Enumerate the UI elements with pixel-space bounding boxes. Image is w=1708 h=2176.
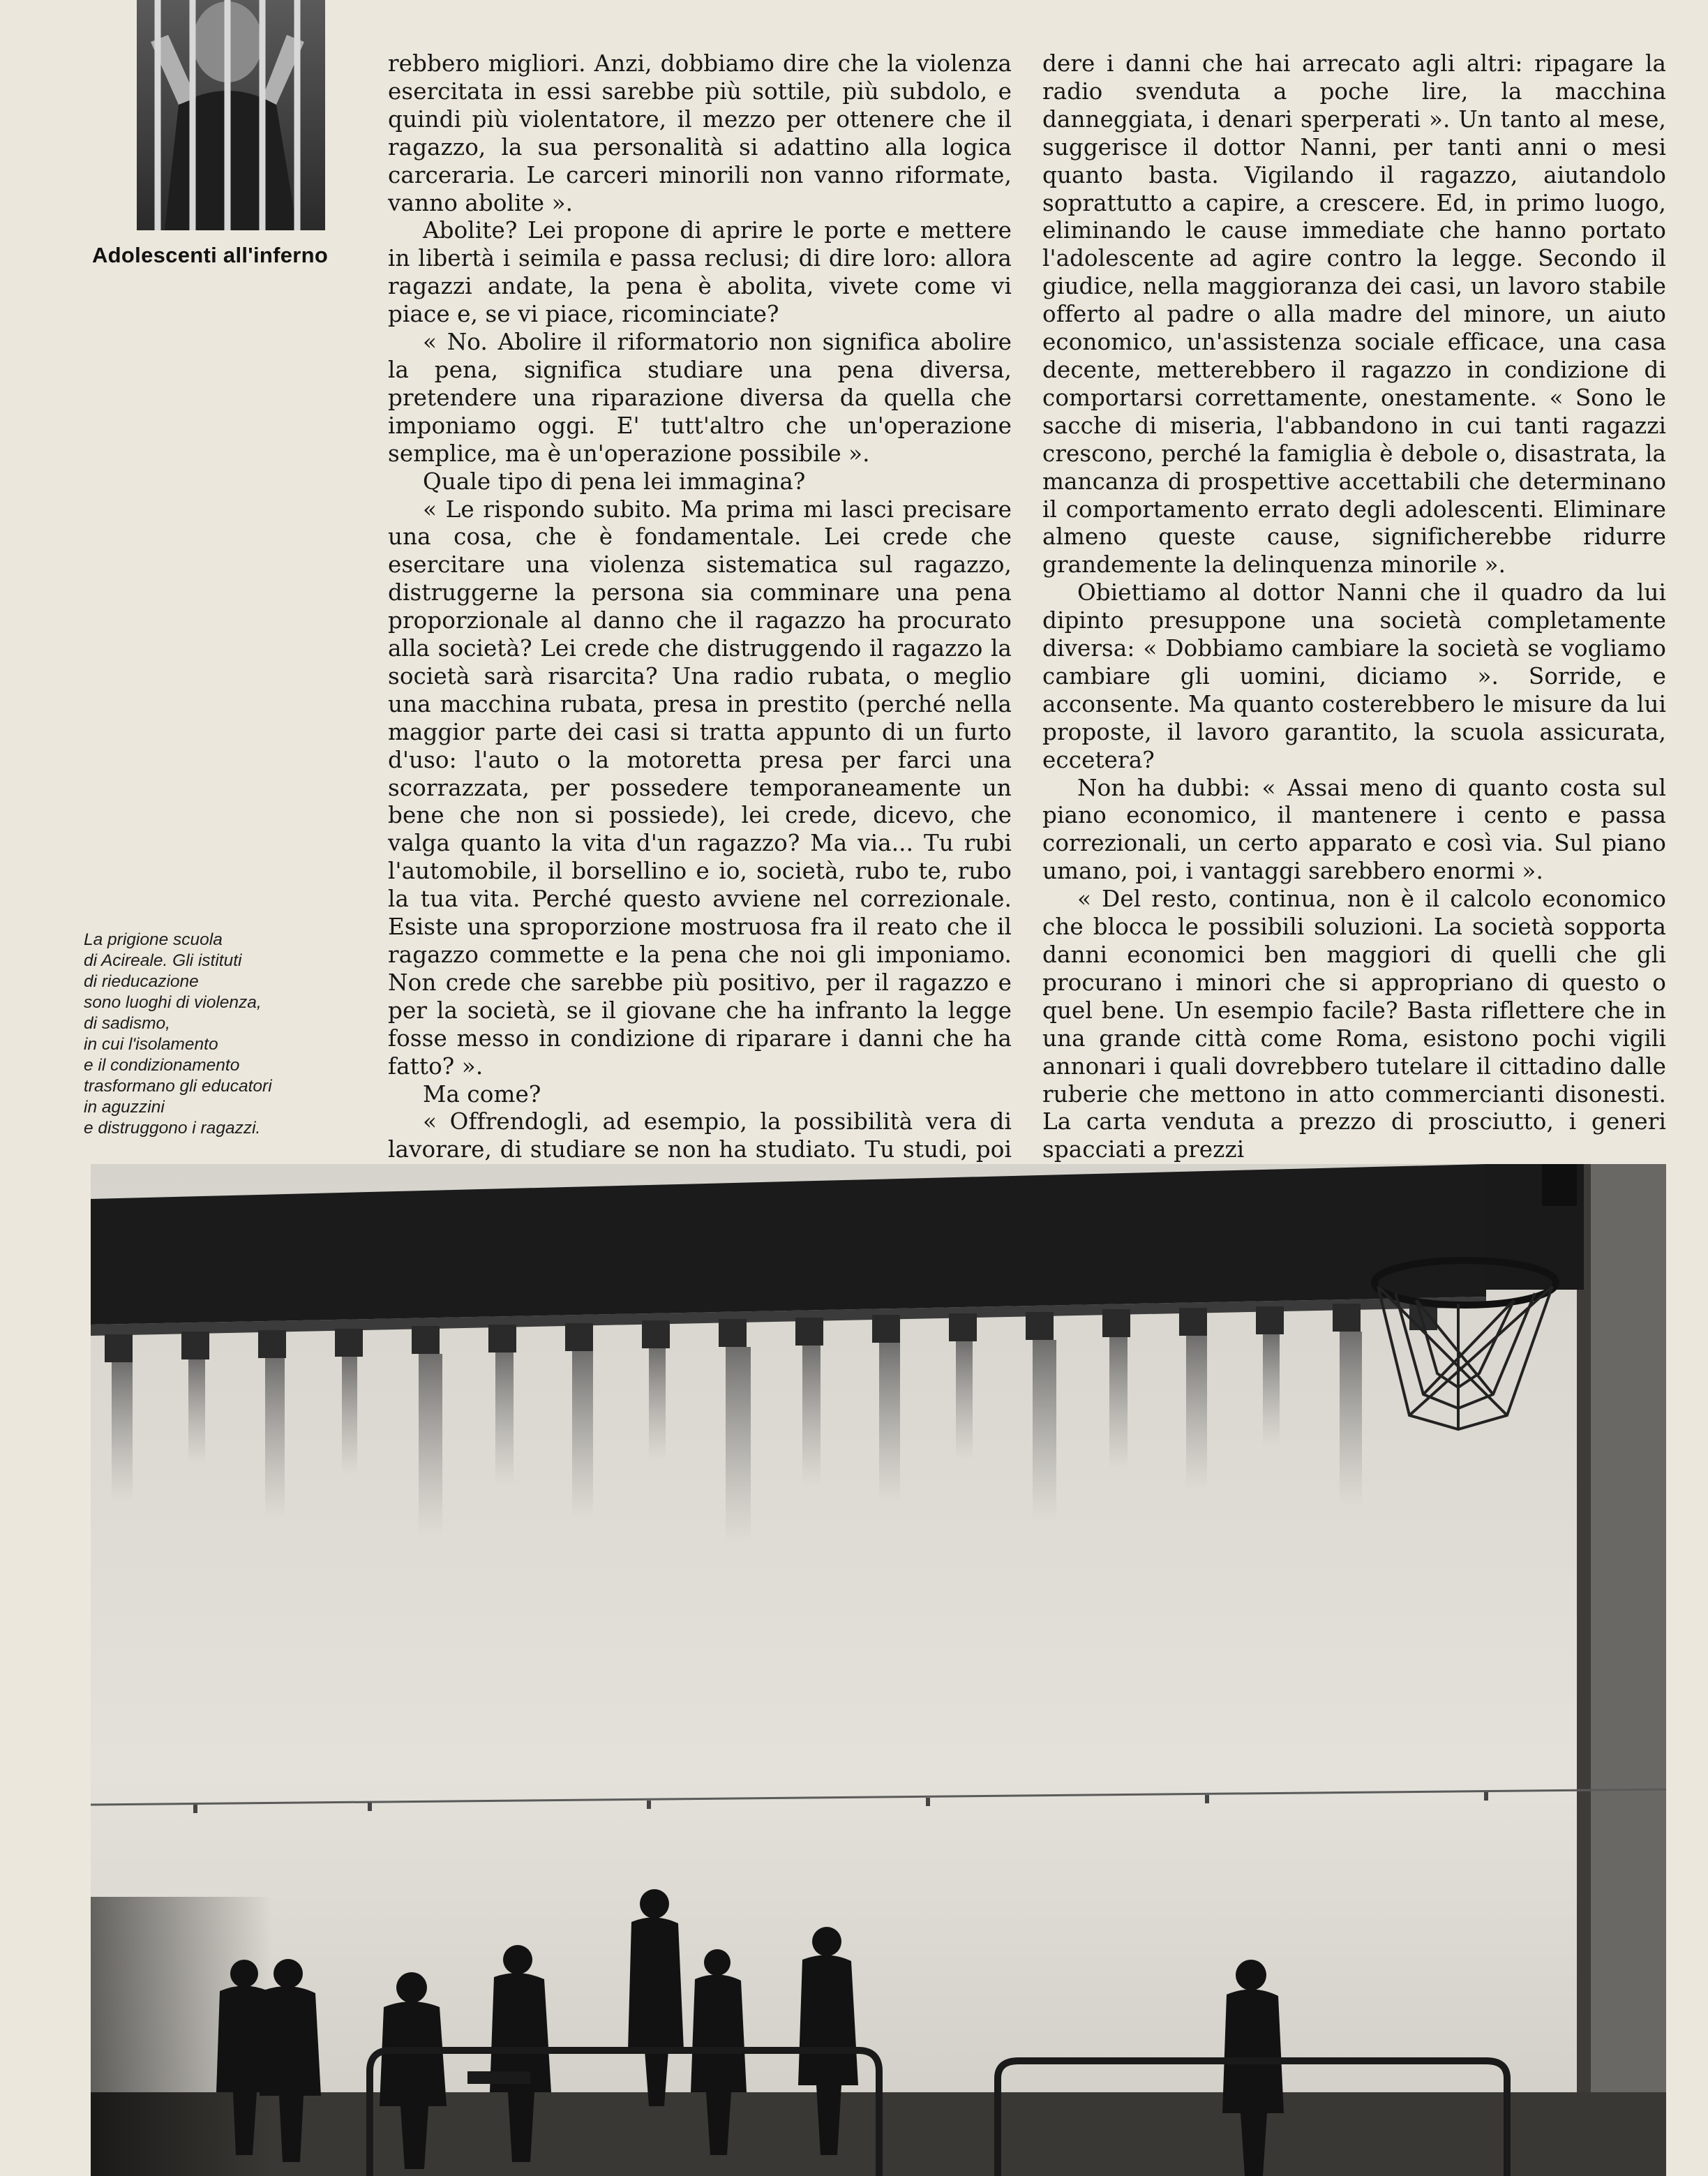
caption-line: sono luoghi di violenza, bbox=[84, 993, 262, 1012]
paragraph: dere i danni che hai arrecato agli altri: ripagare la radio svenduta a poche lire, la macchina danneggiata, i denari sperperati ». Un tanto al mese, suggerisce il dottor Nanni, per tanti anni o mesi quanto basta. Vigilando il ragazzo, aiutandolo soprattutto a capire, a crescere. Ed, in primo luogo, eliminando le cause immediate che hanno portato l'adolescente ad agire contro la legge. Secondo il giudice, nella maggioranza dei casi, un lavoro stabile offerto al padre o alla madre del minore, un aiuto economico, un'assistenza sociale efficace, una casa decente, metterebbero il ragazzo in condizione di comportarsi correttamente, onestamente. « Sono le sacche di miseria, l'abbandono in cui tanti ragazzi crescono, perché la famiglia è debole o, disastrata, la mancanza di prospettive accettabili che determinano il comportamento errato degli adolescenti. Eliminare almeno queste cause, significherebbe ridurre grandemente la delinquenza minorile ». bbox=[1042, 50, 1666, 579]
paragraph: rebbero migliori. Anzi, dobbiamo dire che la violenza esercitata in essi sarebbe più sottile, più subdolo, e quindi più violentatore, il mezzo per ottenere che il ragazzo, la sua personalità si adattino alla logica carceraria. Le carceri minorili non vanno riformate, vanno abolite ». bbox=[388, 50, 1012, 216]
article-column-3 bbox=[1042, 50, 1666, 1164]
paragraph: Quale tipo di pena lei immagina? bbox=[423, 468, 806, 495]
article-column-2 bbox=[388, 50, 1012, 1192]
paragraph: Obiettiamo al dottor Nanni che il quadro da lui dipinto presuppone una società completamente diversa: « Dobbiamo cambiare la società se vogliamo cambiare gli uomini, diciamo ». Sorride, e acconsente. Ma quanto costerebbero le misure da lui proposte, il lavoro garantito, la scuola assicurata, eccetera? bbox=[1042, 579, 1666, 773]
caption-line: La prigione scuola bbox=[84, 930, 223, 949]
paragraph: Abolite? Lei propone di aprire le porte e mettere in libertà i seimila e passa reclusi; di dire loro: allora ragazzi andate, la pena è abolita, vivete come vi piace e, se vi piace, ricominciate? bbox=[388, 217, 1012, 328]
caption-line: in aguzzini bbox=[84, 1098, 165, 1117]
caption-line: di rieducazione bbox=[84, 972, 199, 991]
caption-line: e distruggono i ragazzi. bbox=[84, 1119, 261, 1138]
paragraph: Non ha dubbi: « Assai meno di quanto costa sul piano economico, il mantenere i cento e passa correzionali, un certo apparato e così via. Sul piano umano, poi, i vantaggi sarebbero enormi ». bbox=[1042, 774, 1666, 885]
paragraph: « No. Abolire il riformatorio non significa abolire la pena, significa studiare una pena diversa, pretendere una riparazione diversa da quella che imponiamo oggi. E' tutt'altro che un'operazione semplice, ma è un'operazione possibile ». bbox=[388, 329, 1012, 467]
prison-yard-photo bbox=[91, 1164, 1666, 2176]
paragraph: Ma come? bbox=[423, 1080, 541, 1108]
caption-line: di sadismo, bbox=[84, 1014, 170, 1033]
caption-line: in cui l'isolamento bbox=[84, 1035, 218, 1054]
paragraph: « Offrendogli, ad esempio, la possibilità vera di lavorare, di studiare se non ha studiato. Tu studi, poi bbox=[388, 1108, 1012, 1163]
paragraph: « Le rispondo subito. Ma prima mi lasci precisare una cosa, che è fondamentale. Lei crede che esercitare una violenza sistematica sul ragazzo, distruggerne la persona sia comminare una pena proporzionale al danno che il ragazzo ha procurato alla società? Lei crede che distruggendo il ragazzo la società sarà risarcita? Una radio rubata, o meglio una macchina rubata, presa in prestito (perché nella maggior parte dei casi si tratta appunto di un furto d'uso: l'auto o la motoretta presa per farci una scorrazzata, per possedere temporaneamente un bene che non si possiede), lei crede, dicevo, che valga quanto la vita d'un ragazzo? Ma via... Tu rubi l'automobile, il borsellino e io, società, rubo te, rubo la tua vita. Perché questo avviene nel correzionale. Esiste una sproporzione mostruosa fra il reato che il ragazzo commette e la pena che noi gli imponiamo. Non crede che sarebbe più positivo, per il ragazzo e per la società, se il giovane che ha infranto la legge fosse messo in condizione di riparare i danni che ha fatto? ». bbox=[388, 495, 1012, 1080]
paragraph: « Del resto, continua, non è il calcolo economico che blocca le possibili soluzioni. La società sopporta danni economici ben maggiori di quelli che gli procurano i minori che si appropriano di questo o quel bene. Un esempio facile? Basta riflettere che in una grande città come Roma, esistono pochi vigili annonari i quali dovrebbero tutelare il cittadino dalle ruberie che mettono in atto commercianti disonesti. La carta venduta a prezzo di prosciutto, i generi spacciati a prezzi bbox=[1042, 886, 1666, 1163]
photo-caption bbox=[84, 930, 359, 1139]
section-tag: Adolescenti all'inferno bbox=[92, 243, 329, 267]
prison-bars-photo bbox=[137, 0, 325, 230]
caption-line: trasformano gli educatori bbox=[84, 1077, 272, 1096]
caption-line: di Acireale. Gli istituti bbox=[84, 951, 242, 970]
caption-line: e il condizionamento bbox=[84, 1056, 240, 1075]
